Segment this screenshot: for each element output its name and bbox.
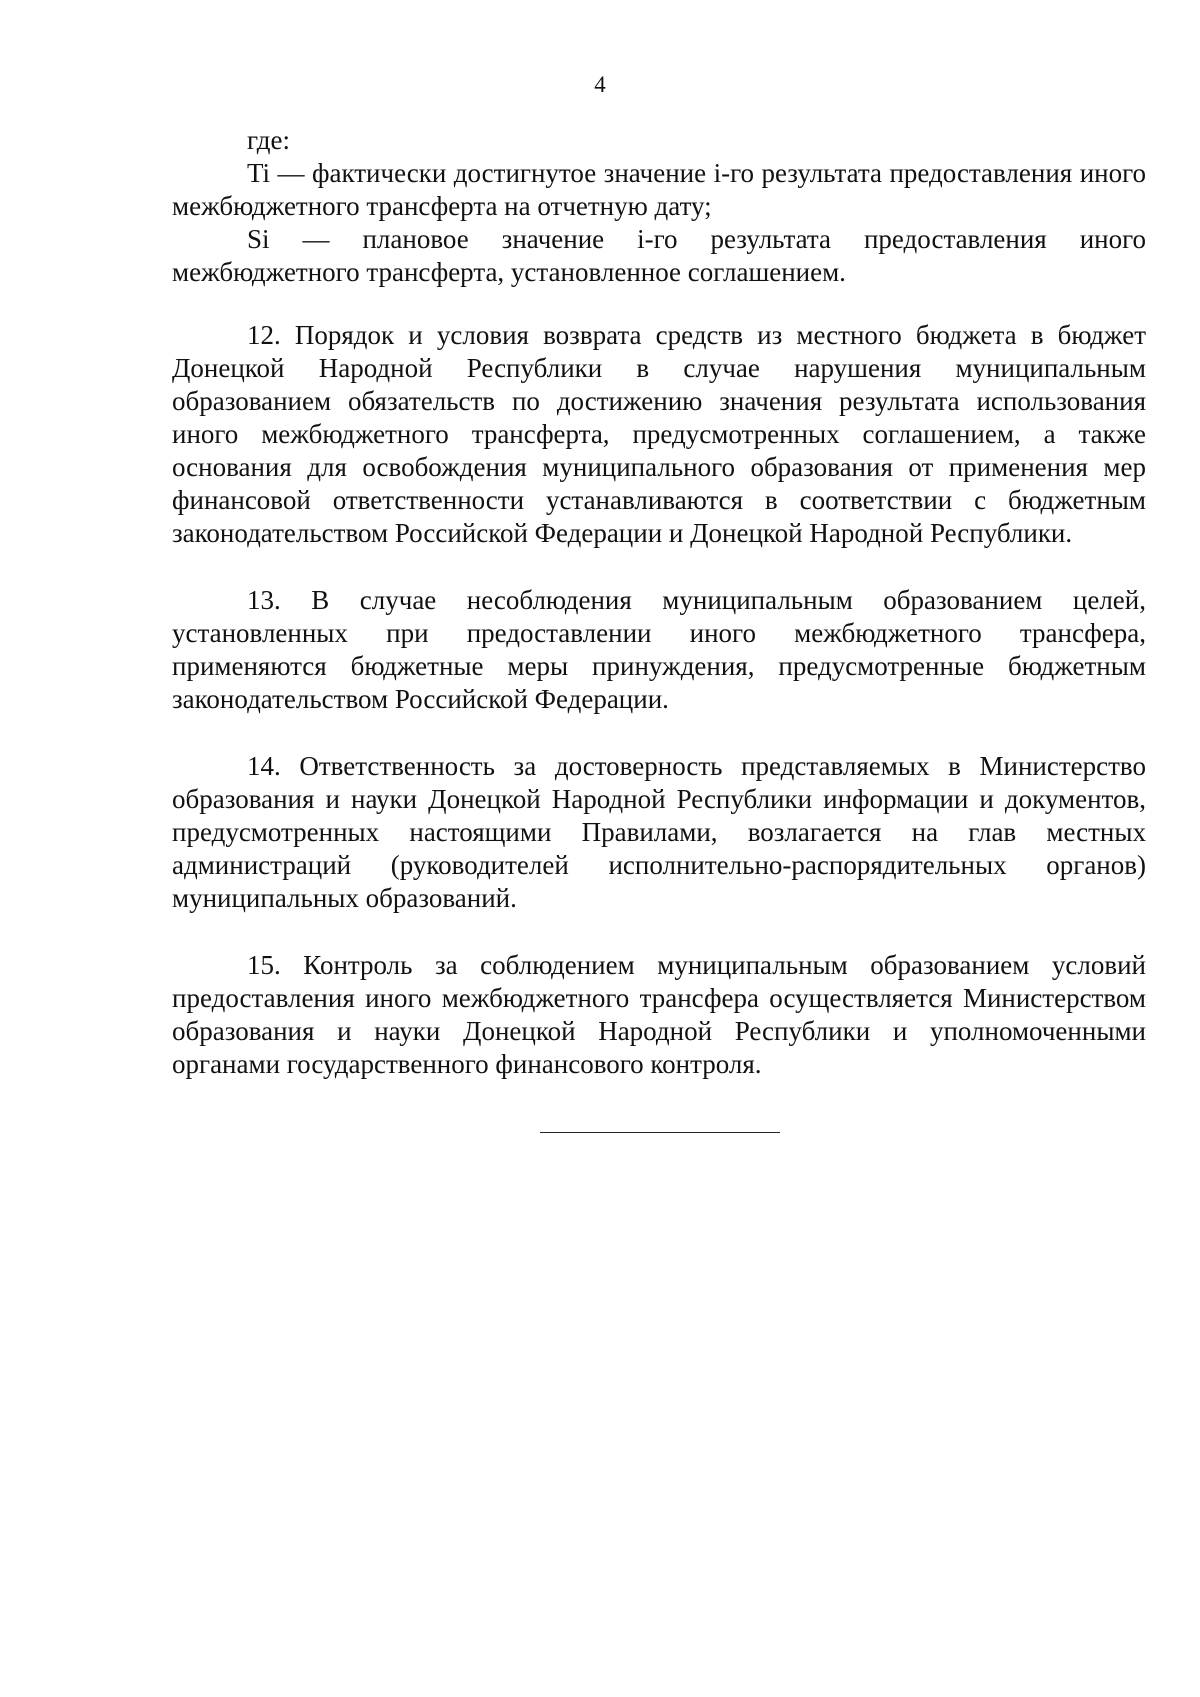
paragraph-12: 12. Порядок и условия возврата средств из местного бюджета в бюджет Донецкой Народной Республики в случае нарушения муниципальным образованием обязательств по достижению значения результата использования иного межбюджетного трансферта, предусмотренных соглашением, а также основания для освобождения муниципального образования от применения мер финансовой ответственности устанавливаются в соответствии с бюджетным законодательством Российской Федерации и Донецкой Народной Республики. [172, 320, 1146, 548]
end-divider-line [540, 1132, 780, 1133]
paragraph-15: 15. Контроль за соблюдением муниципальным образованием условий предоставления иного межбюджетного трансфера осуществляется Министерством образования и науки Донецкой Народной Республики и уполномоченными органами государственного финансового контроля. [172, 950, 1146, 1079]
where-item-si: Si — плановое значение i-го результата предоставления иного межбюджетного трансферта, установленное соглашением. [172, 224, 1146, 287]
page-number: 4 [594, 72, 606, 97]
paragraph-13: 13. В случае несоблюдения муниципальным образованием целей, установленных при предоставлении иного межбюджетного трансфера, применяются бюджетные меры принуждения, предусмотренные бюджетным законодательством Российской Федерации. [172, 585, 1146, 714]
where-label: где: [247, 125, 290, 155]
where-item-ti: Ti — фактически достигнутое значение i-го результата предоставления иного межбюджетного трансферта на отчетную дату; [172, 158, 1146, 221]
document-body [172, 124, 1146, 1081]
spacer [172, 289, 1146, 319]
paragraph-14: 14. Ответственность за достоверность представляемых в Министерство образования и науки Донецкой Народной Республики информации и документов, предусмотренных настоящими Правилами, возлагается на глав местных администраций (руководителей исполнительно-распорядительных органов) муниципальных образований. [172, 751, 1146, 913]
